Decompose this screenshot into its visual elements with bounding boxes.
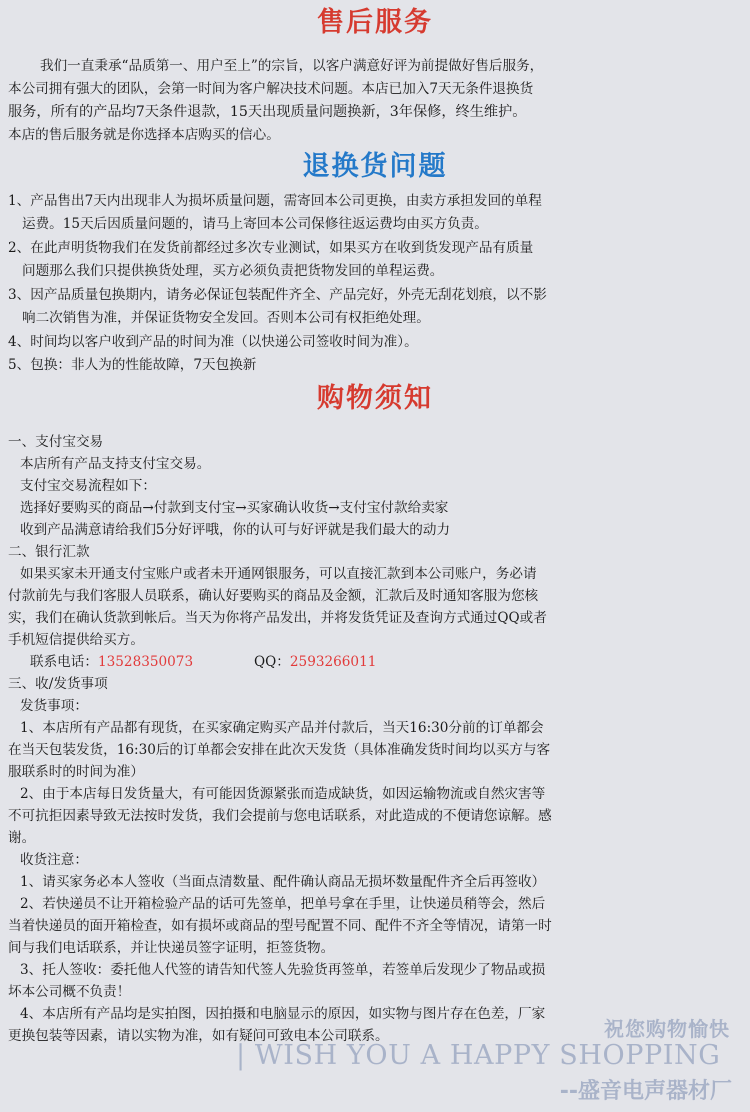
- shopping-line: 如果买家未开通支付宝账户或者未开通网银服务，可以直接汇款到本公司账户，务必请: [20, 566, 537, 582]
- shopping-line: 当着快递员的面开箱检查，如有损坏或商品的型号配置不同、配件不齐全等情况，请第一时: [8, 918, 552, 934]
- qq-number: 2593266011: [289, 654, 377, 670]
- shopping-line: 谢。: [8, 830, 36, 846]
- shopping-line: 一、支付宝交易: [8, 434, 104, 450]
- shopping-line: 发货事项：: [20, 698, 88, 714]
- shopping-line: 4、本店所有产品均是实拍图，因拍摄和电脑显示的原因，如实物与图片存在色差，厂家: [20, 1006, 546, 1022]
- footer-wish-en: | WISH YOU A HAPPY SHOPPING: [236, 1040, 721, 1071]
- returns-line: 4、时间均以客户收到产品的时间为准（以快递公司签收时间为准）。: [8, 334, 418, 350]
- after-sales-line: 本店的售后服务就是你选择本店购买的信心。: [8, 127, 280, 143]
- shopping-line: 二、银行汇款: [8, 544, 90, 560]
- footer-company: --盛音电声器材厂: [559, 1079, 732, 1104]
- after-sales-line: 服务，所有的产品均7天条件退款，15天出现质量问题换新，3年保修，终生维护。: [8, 104, 527, 120]
- qq-label: QQ：: [254, 654, 290, 670]
- returns-line: 2、在此声明货物我们在发货前都经过多次专业测试，如果买方在收到货发现产品有质量: [8, 240, 534, 256]
- shopping-line: 服联系时的时间为准）: [8, 764, 144, 780]
- phone-number: 13528350073: [97, 654, 194, 670]
- shopping-line: 实，我们在确认货款到帐后。当天为你将产品发出，并将发货凭证及查询方式通过QQ或者: [8, 610, 547, 626]
- shopping-line: 更换包装等因素，请以实物为准，如有疑问可致电本公司联系。: [8, 1028, 389, 1044]
- contact-row: [30, 652, 193, 672]
- after-sales-title: 售后服务: [317, 7, 433, 38]
- returns-line: 运费。15天后因质量问题的，请马上寄回本公司保修往返运费均由买方负责。: [22, 216, 488, 232]
- shopping-line: 3、托人签收：委托他人代签的请告知代签人先验货再签单，若签单后发现少了物品或损: [20, 962, 546, 978]
- shopping-line: 选择好要购买的商品→付款到支付宝→买家确认收货→支付宝付款给卖家: [20, 500, 449, 516]
- returns-line: 1、产品售出7天内出现非人为损坏质量问题，需寄回本公司更换，由卖方承担发回的单程: [8, 193, 542, 209]
- shopping-line: 2、由于本店每日发货量大，有可能因货源紧张而造成缺货，如因运输物流或自然灾害等: [20, 786, 546, 802]
- shopping-line: 收货注意：: [20, 852, 88, 868]
- shopping-line: 在当天包装发货，16:30后的订单都会安排在此次天发货（具体准确发货时间均以买方与客: [8, 742, 551, 758]
- shopping-line: 付款前先与我们客服人员联系，确认好要购买的商品及金额，汇款后及时通知客服为您核: [8, 588, 539, 604]
- footer-wish-cn: 祝您购物愉快: [604, 1017, 730, 1041]
- returns-line: 3、因产品质量包换期内，请务必保证包装配件齐全、产品完好，外壳无刮花划痕，以不影: [8, 287, 547, 303]
- shopping-line: 手机短信提供给买方。: [8, 632, 144, 648]
- phone-label: 联系电话：: [30, 654, 98, 670]
- after-sales-line: 本公司拥有强大的团队，会第一时间为客户解决技术问题。本店已加入7天无条件退换货: [8, 81, 534, 97]
- after-sales-line: 我们一直秉承“品质第一、用户至上”的宗旨，以客户满意好评为前提做好售后服务，: [40, 58, 544, 74]
- qq-row: [254, 652, 376, 672]
- shopping-line: 不可抗拒因素导致无法按时发货，我们会提前与您电话联系，对此造成的不便请您谅解。感: [8, 808, 552, 824]
- shopping-line: 间与我们电话联系，并让快递员签字证明，拒签货物。: [8, 940, 335, 956]
- shopping-line: 1、请买家务必本人签收（当面点清数量、配件确认商品无损坏数量配件齐全后再签收）: [20, 874, 546, 890]
- shopping-line: 2、若快递员不让开箱检验产品的话可先签单，把单号拿在手里，让快递员稍等会，然后: [20, 896, 546, 912]
- returns-line: 响二次销售为准，并保证货物安全发回。否则本公司有权拒绝处理。: [22, 310, 430, 326]
- shopping-line: 收到产品满意请给我们5分好评哦，你的认可与好评就是我们最大的动力: [20, 522, 451, 538]
- shopping-line: 1、本店所有产品都有现货，在买家确定购买产品并付款后，当天16:30分前的订单都会: [20, 720, 544, 736]
- shopping-title: 购物须知: [317, 383, 433, 414]
- shopping-line: 本店所有产品支持支付宝交易。: [20, 456, 211, 472]
- returns-title: 退换货问题: [302, 151, 448, 182]
- returns-line: 5、包换：非人为的性能故障，7天包换新: [8, 357, 257, 373]
- shopping-line: 坏本公司概不负责！: [8, 984, 131, 1000]
- shopping-line: 支付宝交易流程如下：: [20, 478, 156, 494]
- shopping-line: 三、收/发货事项: [8, 676, 108, 692]
- returns-line: 问题那么我们只提供换货处理，买方必须负责把货物发回的单程运费。: [22, 263, 444, 279]
